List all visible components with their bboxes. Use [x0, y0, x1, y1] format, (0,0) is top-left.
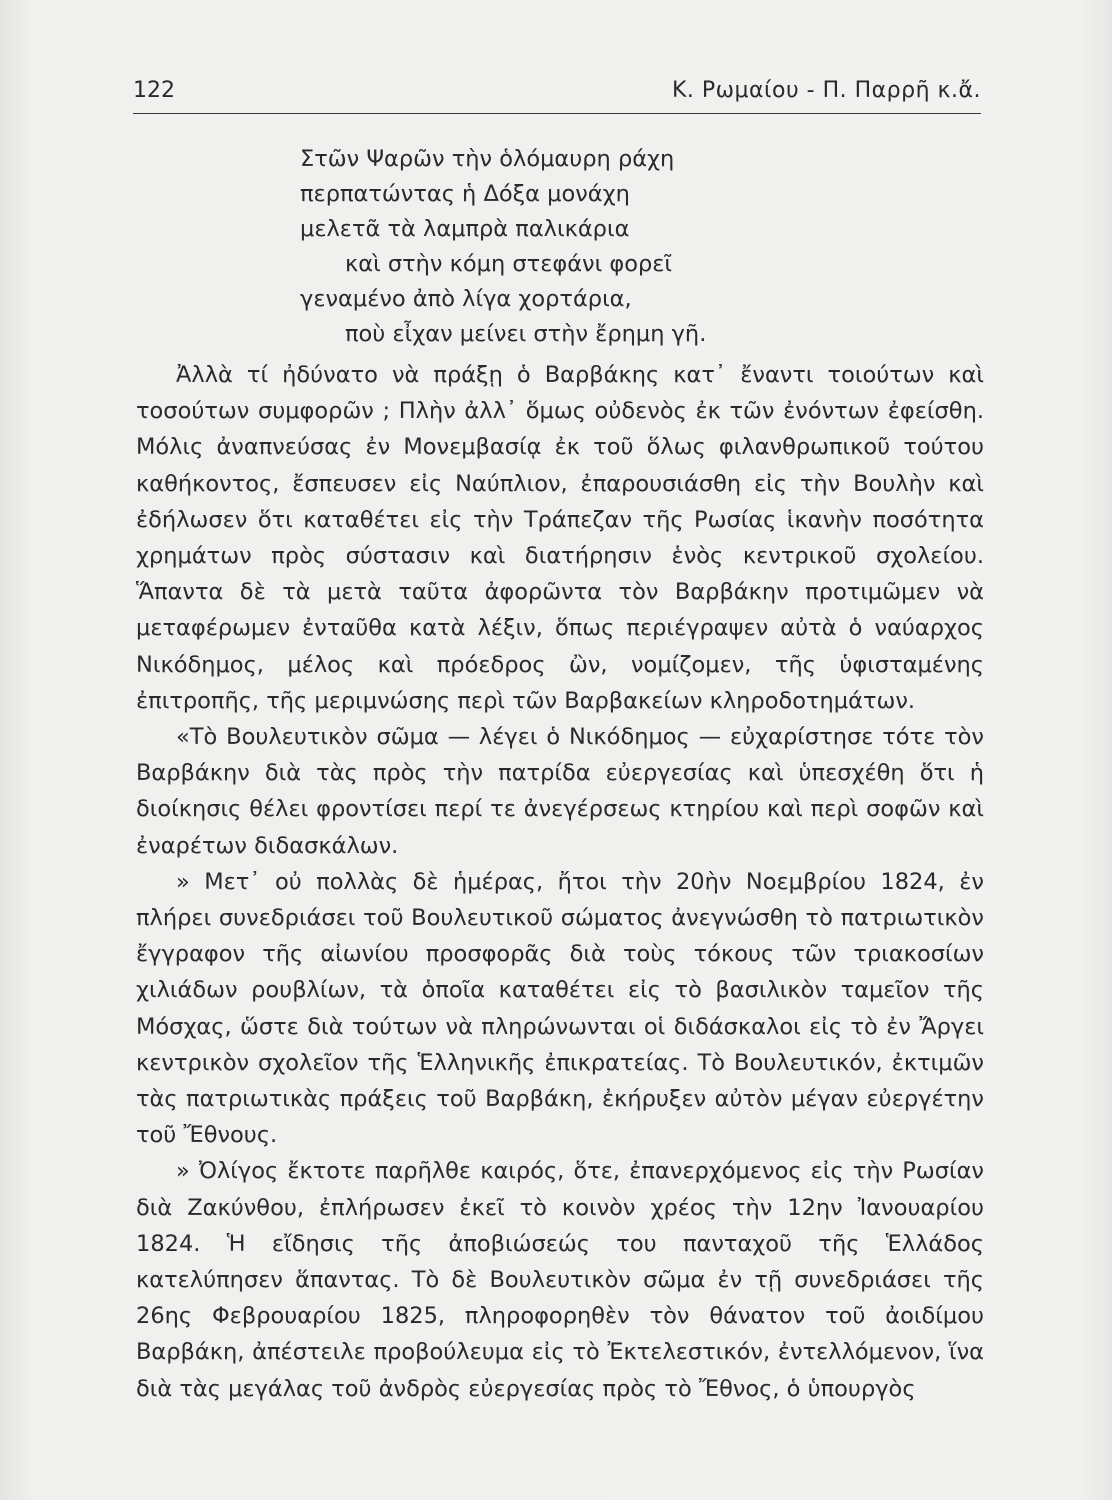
poem-line: Στῶν Ψαρῶν τὴν ὁλόμαυρη ράχη	[300, 146, 675, 172]
page-number: 122	[133, 78, 175, 103]
paragraph: «Τὸ Βουλευτικὸν σῶμα — λέγει ὁ Νικόδημος — εὐχαρίστησε τότε τὸν Βαρβάκην διὰ τὰς πρὸς τὴν πατρίδα εὐεργεσίας καὶ ὑπεσχέθη ὅτι ἡ διοίκησις θέλει φροντίσει περί τε ἀνεγέρσεως κτηρίου καὶ περὶ σοφῶν καὶ ἐναρέτων διδασκάλων.	[136, 724, 984, 859]
header-rule	[133, 113, 981, 114]
poem-line: γεναμένο ἀπὸ λίγα χορτάρια,	[300, 286, 632, 312]
paragraph: » Ὀλίγος ἔκτοτε παρῆλθε καιρός, ὅτε, ἐπανερχόμενος εἰς τὴν Ρωσίαν διὰ Ζακύνθου, ἐπλήρωσεν ἐκεῖ τὸ κοινὸν χρέος τὴν 12ην Ἰανουαρίου 1824. Ἡ εἴδησις τῆς ἀποβιώσεώς του πανταχοῦ τῆς Ἑλλάδος κατελύπησεν ἅπαντας. Τὸ δὲ Βουλευτικὸν σῶμα ἐν τῇ συνεδριάσει τῆς 26ης Φεβρουαρίου 1825, πληροφορηθὲν τὸν θάνατον τοῦ ἀοιδίμου Βαρβάκη, ἀπέστειλε προβούλευμα εἰς τὸ Ἐκτελεστικόν, ἐντελλόμενον, ἵνα διὰ τὰς μεγάλας τοῦ ἀνδρὸς εὐεργεσίας πρὸς τὸ Ἔθνος, ὁ ὑπουργὸς	[136, 1158, 984, 1402]
poem-stanza	[300, 142, 900, 352]
paragraph: Ἀλλὰ τί ἠδύνατο νὰ πράξῃ ὁ Βαρβάκης κατ᾽ ἔναντι τοιούτων καὶ τοσούτων συμφορῶν ; Πλὴν ἀλλ᾽ ὅμως οὐδενὸς ἐκ τῶν ἐνόντων ἐφείσθη. Μόλις ἀναπνεύσας ἐν Μονεμβασίᾳ ἐκ τοῦ ὅλως φιλανθρωπικοῦ τούτου καθήκοντος, ἔσπευσεν εἰς Ναύπλιον, ἐπαρουσιάσθη εἰς τὴν Βουλὴν καὶ ἐδήλωσεν ὅτι καταθέτει εἰς τὴν Τράπεζαν τῆς Ρωσίας ἱκανὴν ποσότητα χρημάτων πρὸς σύστασιν καὶ διατήρησιν ἑνὸς κεντρικοῦ σχολείου. Ἅπαντα δὲ τὰ μετὰ ταῦτα ἀφορῶντα τὸν Βαρβάκην προτιμῶμεν νὰ μεταφέρωμεν ἐνταῦθα κατὰ λέξιν, ὅπως περιέγραψεν αὐτὰ ὁ ναύαρχος Νικόδημος, μέλος καὶ πρόεδρος ὢν, νομίζομεν, τῆς ὑφισταμένης ἐπιτροπῆς, τῆς μεριμνώσης περὶ τῶν Βαρβακείων κληροδοτημάτων.	[136, 362, 984, 714]
running-head: Κ. Ρωμαίου - Π. Παρρῆ κ.ἄ.	[671, 78, 981, 103]
paragraph: » Μετ᾽ οὐ πολλὰς δὲ ἡμέρας, ἤτοι τὴν 20ὴν Νοεμβρίου 1824, ἐν πλήρει συνεδριάσει τοῦ Βουλευτικοῦ σώματος ἀνεγνώσθη τὸ πατριωτικὸν ἔγγραφον τῆς αἰωνίου προσφορᾶς διὰ τοὺς τόκους τῶν τριακοσίων χιλιάδων ρουβλίων, τὰ ὁποῖα καταθέτει εἰς τὸ βασιλικὸν ταμεῖον τῆς Μόσχας, ὥστε διὰ τούτων νὰ πληρώνωνται οἱ διδάσκαλοι εἰς τὸ ἐν Ἄργει κεντρικὸν σχολεῖον τῆς Ἑλληνικῆς ἐπικρατείας. Τὸ Βουλευτικόν, ἐκτιμῶν τὰς πατριωτικὰς πράξεις τοῦ Βαρβάκη, ἐκήρυξεν αὐτὸν μέγαν εὐεργέτην τοῦ Ἔθνους.	[136, 868, 984, 1149]
poem-line: ποὺ εἶχαν μείνει στὴν ἔρημη γῆ.	[345, 321, 707, 347]
poem-line: καὶ στὴν κόμη στεφάνι φορεῖ	[345, 251, 673, 277]
poem-line: μελετᾶ τὰ λαμπρὰ παλικάρια	[300, 216, 630, 242]
body-text	[136, 357, 984, 1407]
poem-line: περπατώντας ἡ Δόξα μονάχη	[300, 181, 630, 207]
page-header	[133, 72, 981, 112]
